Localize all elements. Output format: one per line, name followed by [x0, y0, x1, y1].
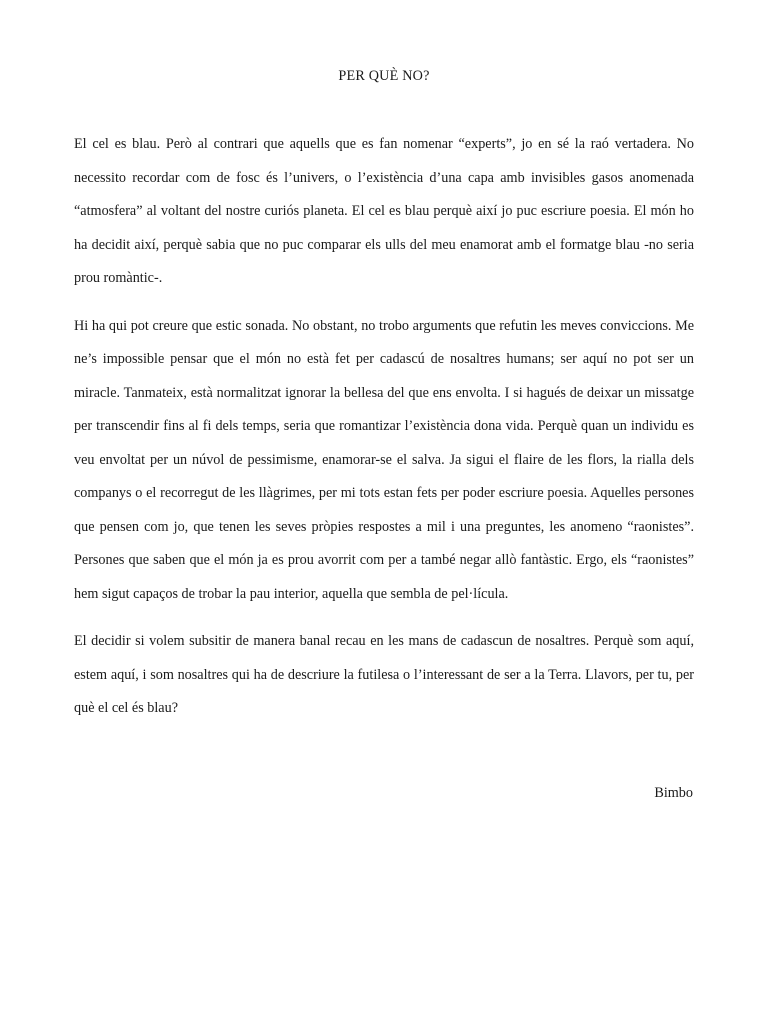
paragraph-1: El cel es blau. Però al contrari que aquells que es fan nomenar “experts”, jo en sé la raó vertadera. No necessito recordar com de fosc és l’univers, o l’existència d’una capa amb invisibles gasos anomenada “atmosfera” al voltant del nostre curiós planeta. El cel es blau perquè així jo puc escriure poesia. El món ho ha decidit així, perquè sabia que no puc comparar els ulls del meu enamorat amb el formatge blau -no seria prou romàntic-.	[74, 136, 694, 286]
paragraph-3: El decidir si volem subsitir de manera banal recau en les mans de cadascun de nosaltres. Perquè som aquí, estem aquí, i som nosaltres qui ha de descriure la futilesa o l’interessant de ser a la Terra. Llavors, per tu, per què el cel és blau?	[74, 633, 694, 716]
document-body	[74, 135, 694, 740]
paragraph-2: Hi ha qui pot creure que estic sonada. No obstant, no trobo arguments que refutin les meves conviccions. Me ne’s impossible pensar que el món no està fet per cadascú de nosaltres humans; ser aquí no pot ser un miracle. Tanmateix, està normalitzat ignorar la bellesa del que ens envolta. I si hagués de deixar un missatge per transcendir fins al fi dels temps, seria que romantizar l’existència dona vida. Perquè quan un individu es veu envoltat per un núvol de pessimisme, enamorar-se el salva. Ja sigui el flaire de les flors, la rialla dels companys o el recorregut de les llàgrimes, per mi tots estan fets per poder escriure poesia. Aquelles persones que pensen com jo, que tenen les seves pròpies respostes a mil i una preguntes, les anomeno “raonistes”. Persones que saben que el món ja es prou avorrit com per a també negar allò fantàstic. Ergo, els “raonistes” hem sigut capaços de trobar la pau interior, aquella que sembla de pel·lícula.	[74, 317, 694, 602]
signature: Bimbo	[654, 785, 693, 801]
document-title: PER QUÈ NO?	[338, 68, 430, 84]
